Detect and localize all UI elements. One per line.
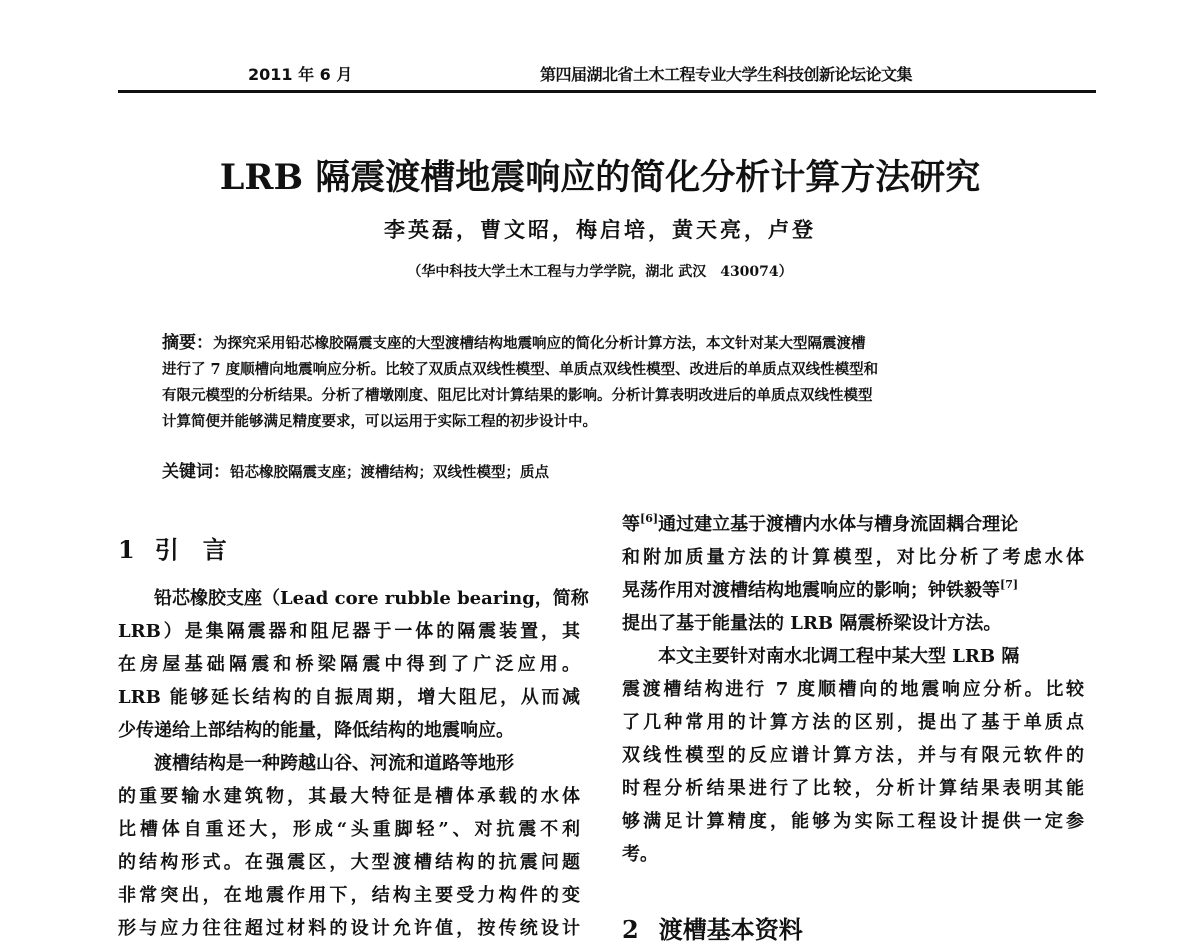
paper-title: LRB 隔震渡槽地震响应的简化分析计算方法研究	[219, 157, 981, 198]
abstract-line: 进行了 7 度顺槽向地震响应分析。比较了双质点双线性模型、单质点双线性模型、改进后的单质点双线性模型和	[162, 361, 879, 378]
text-line: 和附加质量方法的计算模型，对比分析了考虑水体	[622, 547, 1084, 568]
text-line: LRB 能够延长结构的自振周期，增大阻尼，从而减	[118, 687, 580, 708]
left-column	[118, 582, 589, 945]
abstract-label: 摘要：	[162, 333, 213, 353]
text-line: LRB）是集隔震器和阻尼器于一体的隔震装置，其	[118, 621, 580, 642]
text-line: 形与应力往往超过材料的设计允许值，按传统设计	[118, 918, 580, 939]
section-number: 2	[622, 915, 639, 944]
abstract-line: 计算简便并能够满足精度要求，可以运用于实际工程的初步设计中。	[162, 413, 597, 430]
text-line: 铅芯橡胶支座（Lead core rubble bearing，简称	[154, 588, 589, 609]
text-line: 考。	[622, 844, 658, 865]
section-1-heading	[118, 530, 227, 565]
text-line: 晃荡作用对渡槽结构地震响应的影响；钟铁毅等[7]	[622, 578, 1019, 601]
text-line: 了几种常用的计算方法的区别，提出了基于单质点	[622, 712, 1084, 733]
header-journal: 第四届湖北省土木工程专业大学生科技创新论坛论文集	[540, 65, 913, 84]
text-line: 本文主要针对南水北调工程中某大型 LRB 隔	[658, 646, 1020, 667]
authors: 李英磊，曹文昭，梅启培，黄天亮，卢登	[384, 217, 816, 242]
text-line: 的重要输水建筑物，其最大特征是槽体承载的水体	[118, 786, 580, 807]
text-line: 等[6]通过建立基于渡槽内水体与槽身流固耦合理论	[622, 512, 1019, 535]
abstract	[162, 330, 1062, 435]
header-rule	[118, 90, 1096, 93]
right-column	[622, 508, 1084, 871]
text-line: 少传递给上部结构的能量，降低结构的地震响应。	[118, 720, 514, 741]
text-line: 的结构形式。在强震区，大型渡槽结构的抗震问题	[118, 852, 580, 873]
text-line: 够满足计算精度，能够为实际工程设计提供一定参	[622, 811, 1084, 832]
text-line: 渡槽结构是一种跨越山谷、河流和道路等地形	[154, 753, 514, 774]
section-title: 引 言	[154, 535, 227, 564]
header-date: 2011 年 6 月	[248, 65, 353, 84]
text-line: 在房屋基础隔震和桥梁隔震中得到了广泛应用。	[118, 654, 580, 675]
keywords-label: 关键词：	[162, 462, 230, 482]
abstract-line: 摘要：为探究采用铅芯橡胶隔震支座的大型渡槽结构地震响应的简化分析计算方法，本文针对某大型隔震渡槽	[162, 333, 866, 353]
text-line: 比槽体自重还大，形成“头重脚轻”、对抗震不利	[118, 819, 580, 840]
text-line: 双线性模型的反应谱计算方法，并与有限元软件的	[622, 745, 1084, 766]
abstract-line: 有限元模型的分析结果。分析了槽墩刚度、阻尼比对计算结果的影响。分析计算表明改进后的单质点双线性模型	[162, 387, 873, 404]
citation: [7]	[1000, 578, 1019, 591]
section-number: 1	[118, 535, 135, 564]
text-line: 震渡槽结构进行 7 度顺槽向的地震响应分析。比较	[622, 679, 1084, 700]
section-title: 渡槽基本资料	[658, 915, 803, 944]
citation: [6]	[640, 512, 659, 525]
text-line: 时程分析结果进行了比较，分析计算结果表明其能	[622, 778, 1084, 799]
section-2-heading	[622, 910, 803, 945]
text-line: 提出了基于能量法的 LRB 隔震桥梁设计方法。	[622, 613, 1002, 634]
keywords-text: 铅芯橡胶隔震支座；渡槽结构；双线性模型；质点	[230, 464, 549, 481]
text-line: 非常突出，在地震作用下，结构主要受力构件的变	[118, 885, 580, 906]
affiliation: （华中科技大学土木工程与力学学院，湖北 武汉 430074）	[407, 264, 793, 280]
keywords	[162, 457, 549, 482]
